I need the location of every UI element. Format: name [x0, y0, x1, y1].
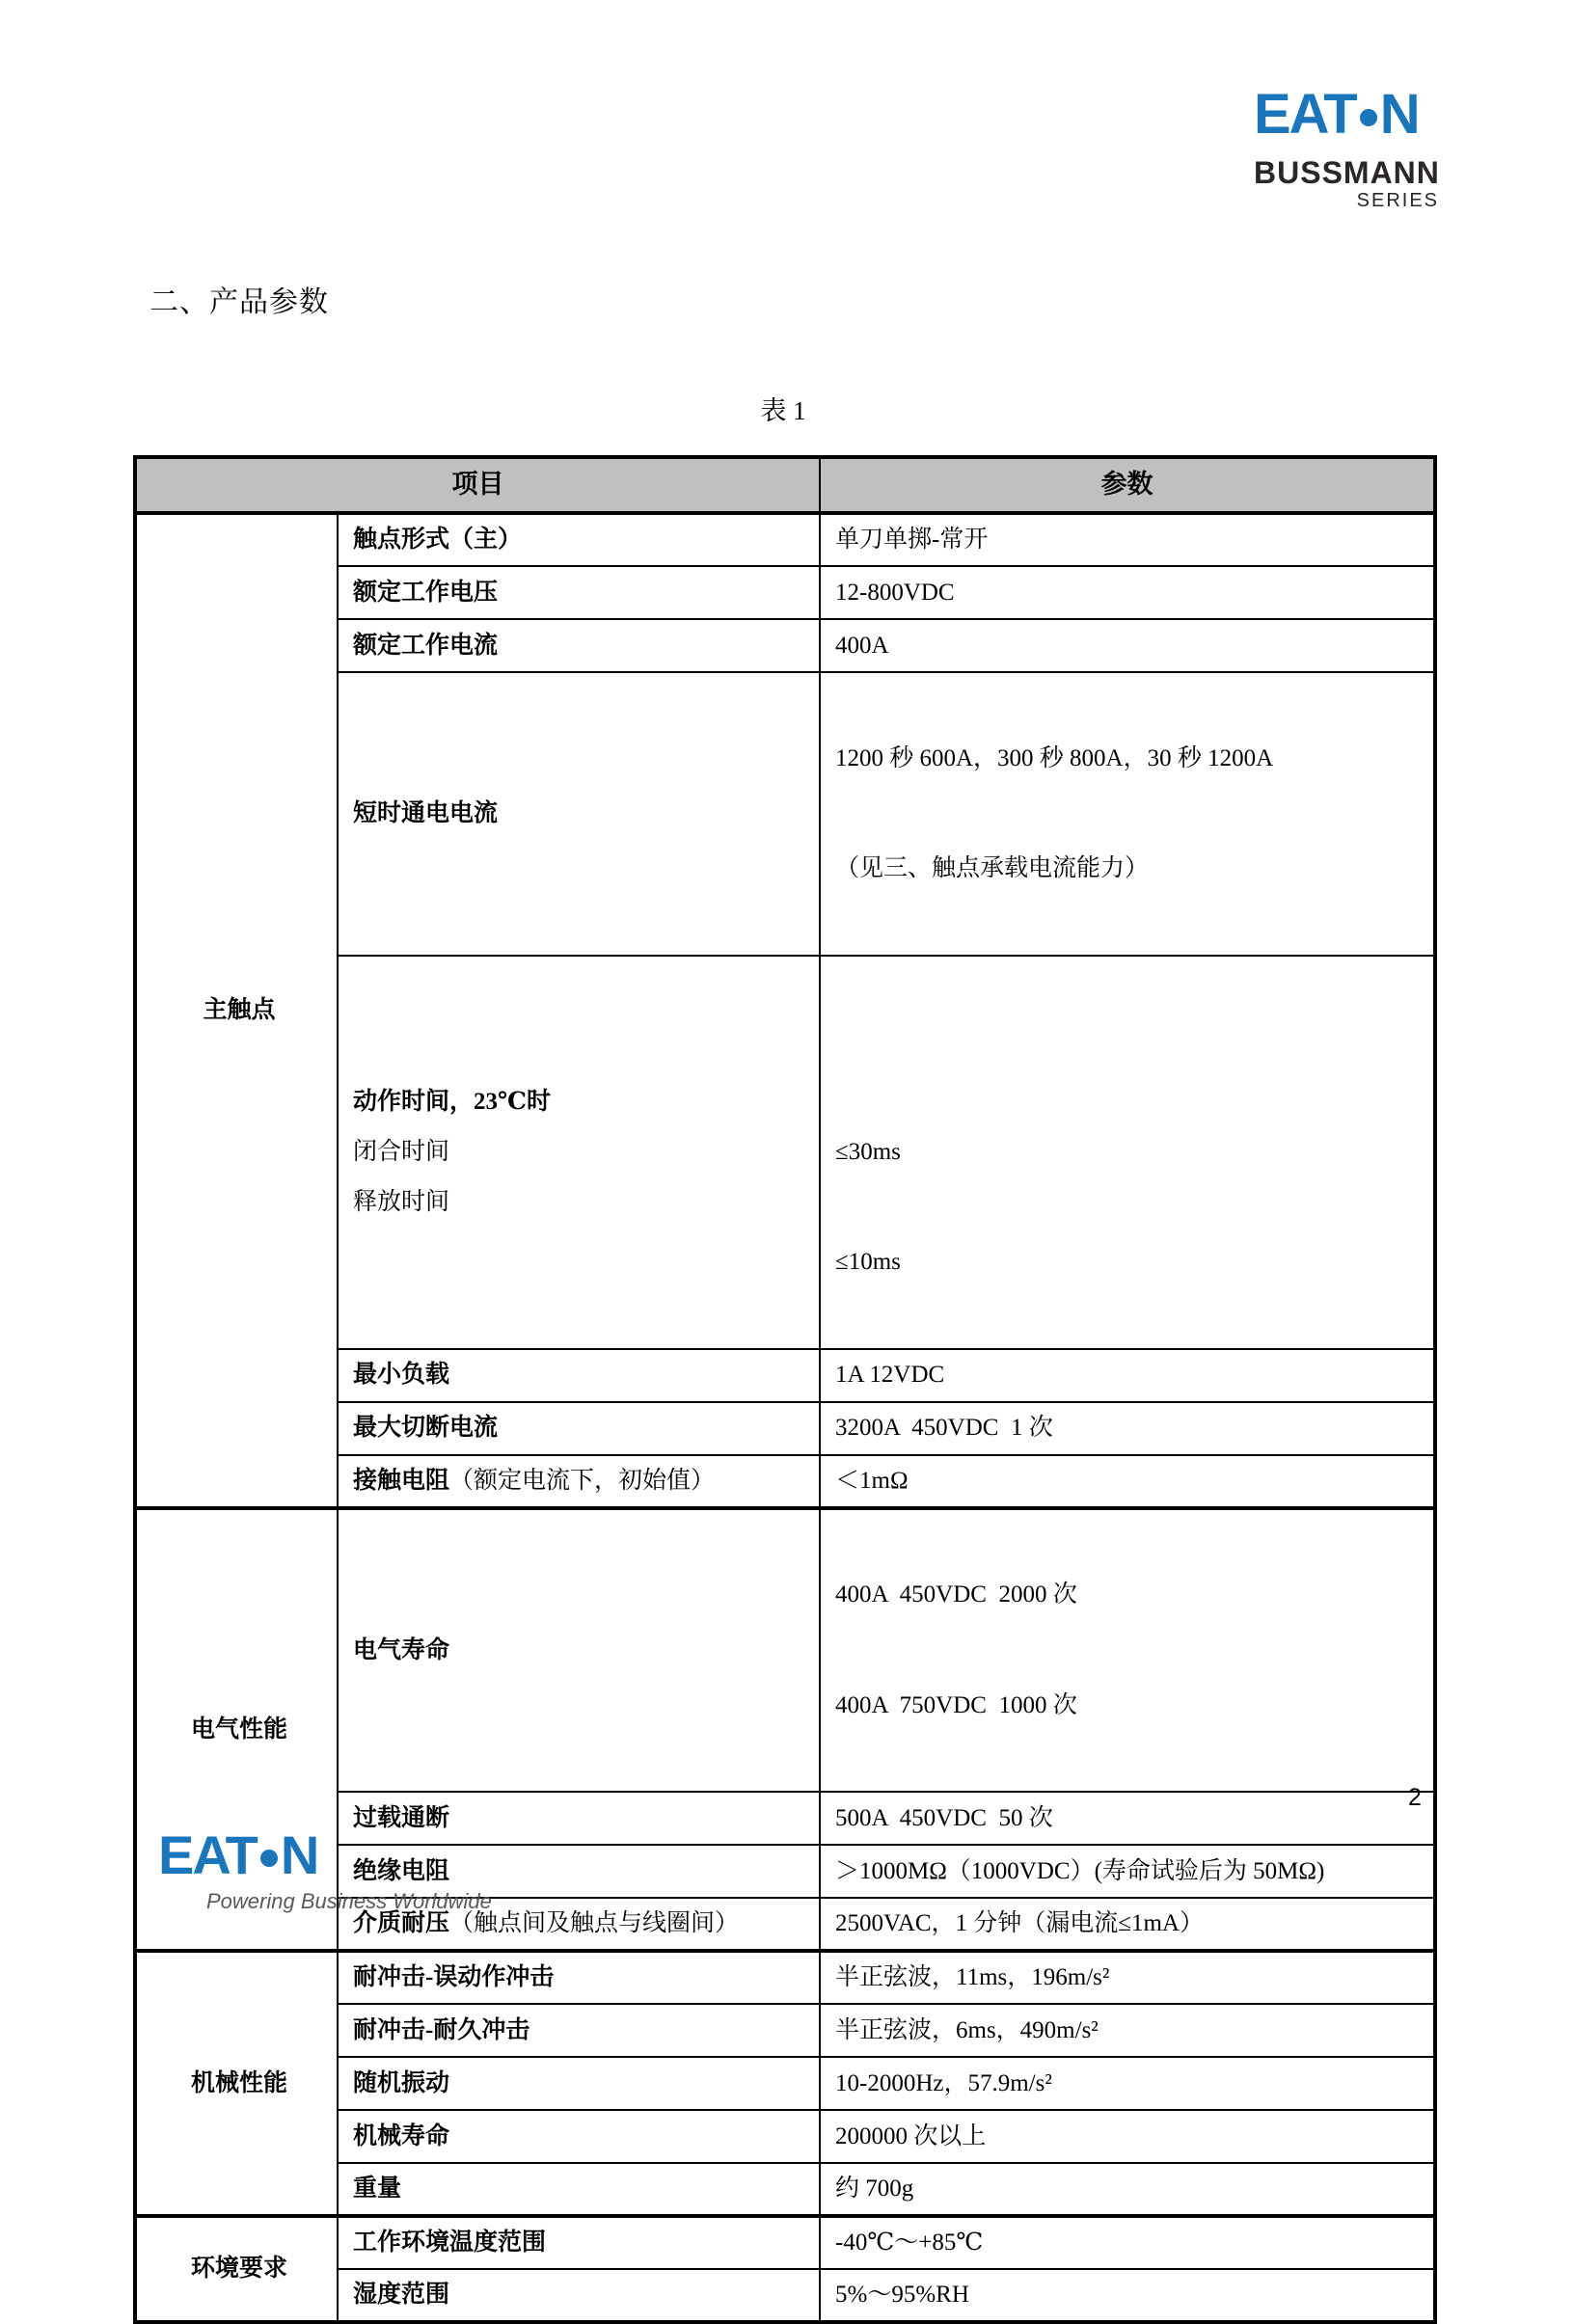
sublabel-line: 闭合时间	[353, 1138, 450, 1165]
label-cell	[338, 1455, 820, 1508]
value-cell: -40℃～+85℃	[820, 2216, 1435, 2269]
label-cell: 耐冲击-耐久冲击	[338, 2004, 820, 2057]
label-cell: 湿度范围	[338, 2269, 820, 2322]
section-heading: 二、产品参数	[149, 286, 329, 318]
label-cell: 电气寿命	[338, 1508, 820, 1793]
eaton-logo	[1254, 83, 1439, 146]
spacer-line	[835, 1016, 1424, 1067]
value-cell: 2500VAC，1 分钟（漏电流≤1mA）	[820, 1898, 1435, 1951]
value-cell	[820, 956, 1435, 1349]
value-cell	[820, 1508, 1435, 1793]
group-cell-mechanical: 机械性能	[135, 1951, 338, 2216]
label-cell	[338, 956, 820, 1349]
label-text: 接触电阻	[353, 1467, 450, 1494]
value-line: （见三、触点承载电流能力）	[835, 855, 1150, 881]
eaton-logo-dot-icon	[260, 1850, 278, 1867]
group-cell-main-contact: 主触点	[135, 513, 338, 1508]
value-cell: 约 700g	[820, 2163, 1435, 2216]
value-cell: 单刀单掷-常开	[820, 513, 1435, 566]
value-cell: 3200A 450VDC 1 次	[820, 1402, 1435, 1455]
bussmann-series-logo	[1254, 83, 1440, 211]
value-cell: ＜1mΩ	[820, 1455, 1435, 1508]
value-cell: 半正弦波，11ms，196m/s²	[820, 1951, 1435, 2004]
value-line: 400A 750VDC 1000 次	[835, 1691, 1077, 1718]
value-cell: 10-2000Hz，57.9m/s²	[820, 2057, 1435, 2110]
value-line: ≤30ms	[835, 1138, 901, 1165]
eaton-logo	[158, 1824, 492, 1885]
label-cell: 耐冲击-误动作冲击	[338, 1951, 820, 2004]
label-cell: 机械寿命	[338, 2110, 820, 2163]
label-text: 介质耐压	[353, 1910, 450, 1937]
label-cell: 额定工作电流	[338, 619, 820, 672]
label-line: 动作时间，23℃时	[353, 1088, 551, 1115]
value-line: ≤10ms	[835, 1249, 901, 1275]
table-caption: 表 1	[760, 396, 806, 425]
parameters-table	[133, 455, 1437, 2324]
eaton-logo-text-suffix: N	[280, 1824, 318, 1885]
value-cell: ＞1000MΩ（1000VDC）(寿命试验后为 50MΩ)	[820, 1845, 1435, 1898]
label-cell: 随机振动	[338, 2057, 820, 2110]
value-cell: 半正弦波，6ms，490m/s²	[820, 2004, 1435, 2057]
table-header-row	[135, 457, 1435, 513]
table-row	[135, 1508, 1435, 1793]
table-row	[135, 513, 1435, 566]
label-cell: 绝缘电阻	[338, 1845, 820, 1898]
value-cell: 5%～95%RH	[820, 2269, 1435, 2322]
value-cell: 400A	[820, 619, 1435, 672]
col-header-item: 项目	[135, 457, 820, 513]
label-cell: 触点形式（主）	[338, 513, 820, 566]
value-cell: 500A 450VDC 50 次	[820, 1792, 1435, 1845]
label-cell: 最小负载	[338, 1349, 820, 1402]
eaton-logo-text-prefix: EAT	[158, 1824, 257, 1885]
label-note: （触点间及触点与线圈间）	[449, 1910, 740, 1937]
label-cell: 短时通电电流	[338, 672, 820, 956]
series-wordmark: SERIES	[1356, 190, 1439, 211]
value-line: 1200 秒 600A，300 秒 800A，30 秒 1200A	[835, 744, 1274, 771]
eaton-logo-dot-icon	[1360, 109, 1377, 126]
group-cell-electrical: 电气性能	[135, 1508, 338, 1952]
table-row	[135, 1951, 1435, 2004]
eaton-logo-text-suffix: N	[1379, 83, 1419, 146]
label-note: （额定电流下，初始值）	[449, 1467, 716, 1494]
value-cell: 1A 12VDC	[820, 1349, 1435, 1402]
value-cell	[820, 672, 1435, 956]
eaton-tagline: Powering Business Worldwide	[206, 1889, 492, 1913]
page-number: 2	[1408, 1784, 1422, 1811]
value-cell: 200000 次以上	[820, 2110, 1435, 2163]
label-cell: 最大切断电流	[338, 1402, 820, 1455]
table-row	[135, 2216, 1435, 2269]
eaton-footer-logo	[158, 1824, 492, 1913]
label-cell: 重量	[338, 2163, 820, 2216]
group-cell-environment: 环境要求	[135, 2216, 338, 2322]
label-cell: 过载通断	[338, 1792, 820, 1845]
value-line: 400A 450VDC 2000 次	[835, 1581, 1077, 1608]
eaton-logo-text-prefix: EAT	[1254, 83, 1356, 146]
col-header-param: 参数	[820, 457, 1435, 513]
sublabel-line: 释放时间	[353, 1188, 450, 1215]
label-cell: 额定工作电压	[338, 566, 820, 619]
bussmann-wordmark: BUSSMANN	[1254, 155, 1440, 190]
label-cell: 工作环境温度范围	[338, 2216, 820, 2269]
value-cell: 12-800VDC	[820, 566, 1435, 619]
